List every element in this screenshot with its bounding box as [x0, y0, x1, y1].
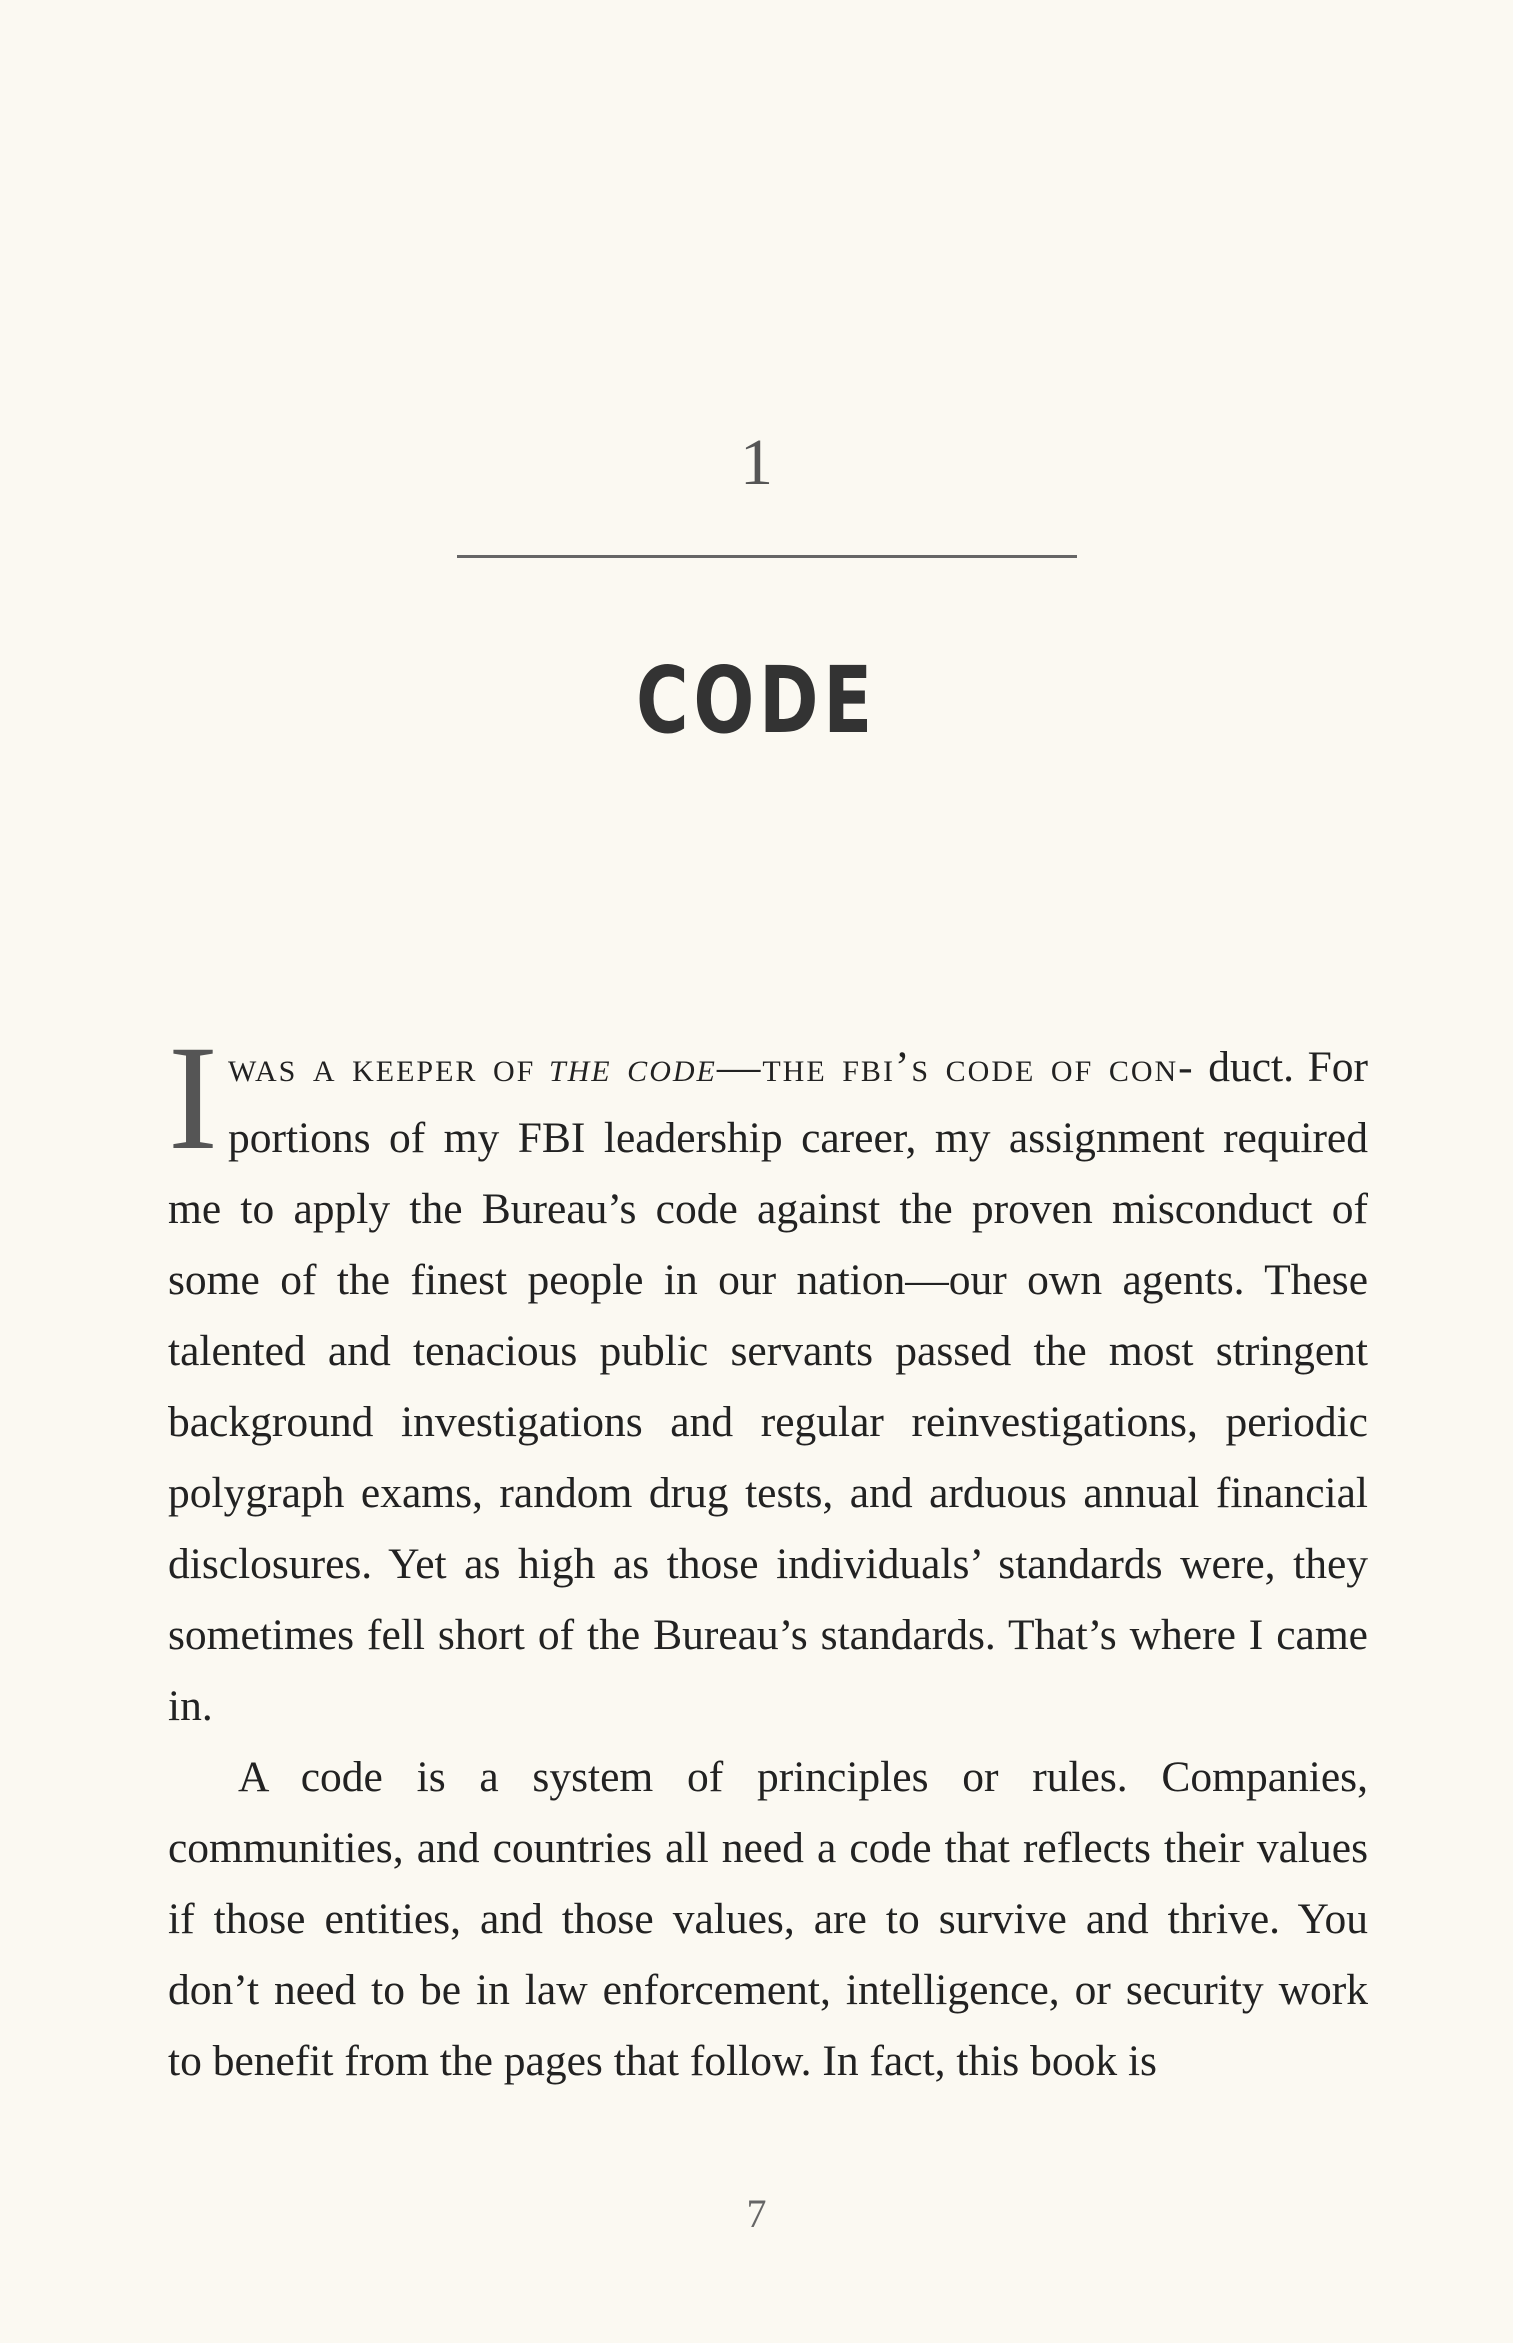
lead-in-rest: —the fbi’s code of con-: [716, 1043, 1195, 1091]
paragraph-1: [168, 1015, 1369, 1742]
paragraph-2: [168, 1742, 1368, 2097]
chapter-divider: [457, 555, 1077, 558]
drop-cap: I: [168, 1015, 218, 1181]
body-text: [168, 1015, 1369, 2097]
page-number: 7: [746, 2191, 767, 2236]
chapter-number: 1: [740, 426, 773, 499]
chapter-title: CODE: [636, 647, 877, 754]
paragraph-2-text: A code is a system of principles or rules. Companies, communities, and countries all need a code that reflects their values if those entities, and those values, are to survive and thrive. You don’t need to be in law enforcement, intelligence, or security work to benefit from the pages that follow. In fact, this book is: [168, 1753, 1368, 2085]
paragraph-1-text: duct. For portions of my FBI leadership career, my assignment required me to apply the Bureau’s code against the proven misconduct of some of the finest people in our nation—our own agents. These talented and tenacious public servants passed the most stringent background investigations and regular reinvestigations, periodic polygraph exams, random drug tests, and arduous annual financial disclosures. Yet as high as those individuals’ standards were, they sometimes fell short of the Bureau’s standards. That’s where I came in.: [168, 1043, 1369, 1730]
lead-in-italic: the code: [548, 1043, 717, 1091]
lead-in-smallcaps: was a keeper of: [227, 1043, 536, 1091]
